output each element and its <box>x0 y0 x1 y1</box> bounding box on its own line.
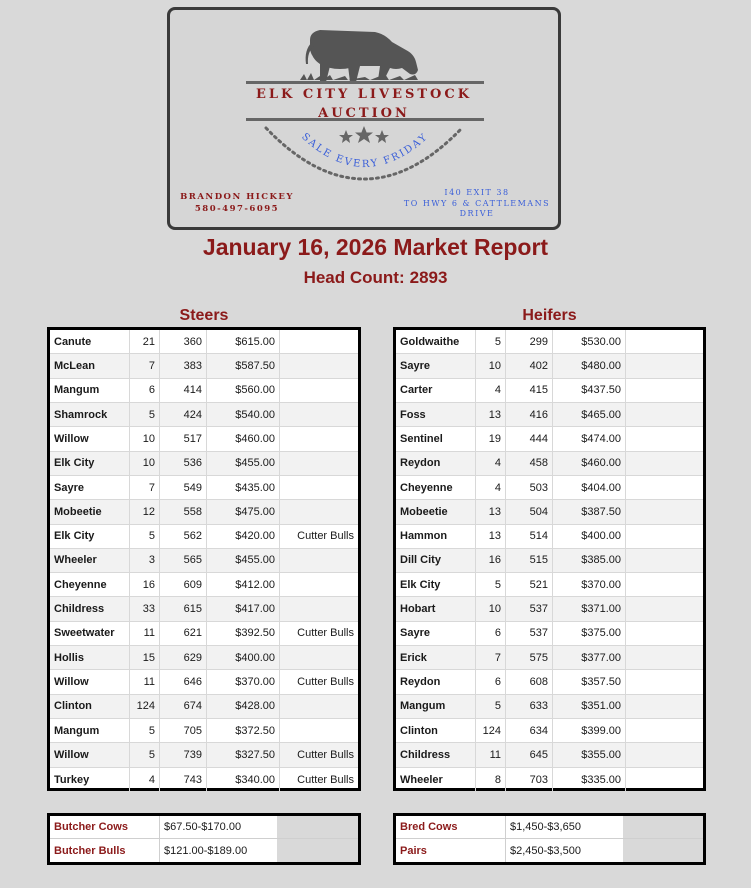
town-cell: Sentinel <box>396 427 476 450</box>
note-cell <box>626 549 703 572</box>
town-cell: Sayre <box>396 622 476 645</box>
table-row <box>50 379 358 403</box>
report-title: January 16, 2026 Market Report <box>202 234 549 260</box>
table-row <box>50 816 358 839</box>
note-cell <box>280 597 358 620</box>
town-cell: Sayre <box>50 476 130 499</box>
directions-line3: DRIVE <box>459 209 495 218</box>
head-cell: 6 <box>476 622 506 645</box>
table-row <box>396 573 703 597</box>
price-cell: $375.00 <box>553 622 626 645</box>
auction-logo <box>167 7 561 230</box>
price-cell: $385.00 <box>553 549 626 572</box>
head-cell: 4 <box>130 768 160 792</box>
head-cell: 10 <box>476 354 506 377</box>
town-cell: Turkey <box>50 768 130 792</box>
note-cell <box>280 549 358 572</box>
table-row <box>396 379 703 403</box>
price-cell: $371.00 <box>553 597 626 620</box>
note-cell <box>280 354 358 377</box>
table-row <box>50 549 358 573</box>
price-cell: $327.50 <box>207 743 280 766</box>
head-cell: 15 <box>130 646 160 669</box>
note-cell <box>626 622 703 645</box>
head-cell: 13 <box>476 525 506 548</box>
price-cell: $392.50 <box>207 622 280 645</box>
price-cell: $412.00 <box>207 573 280 596</box>
town-cell: Willow <box>50 670 130 693</box>
head-cell: 13 <box>476 500 506 523</box>
price-cell: $460.00 <box>207 427 280 450</box>
head-cell: 3 <box>130 549 160 572</box>
weight-cell: 621 <box>160 622 207 645</box>
town-cell: Erick <box>396 646 476 669</box>
price-cell: $377.00 <box>553 646 626 669</box>
town-cell: Mangum <box>396 695 476 718</box>
town-cell: Mangum <box>50 719 130 742</box>
table-row <box>50 839 358 862</box>
price-cell: $475.00 <box>207 500 280 523</box>
contact-info <box>178 191 296 215</box>
town-cell: Sweetwater <box>50 622 130 645</box>
stars-icon <box>339 126 389 143</box>
note-cell <box>626 476 703 499</box>
head-cell: 16 <box>130 573 160 596</box>
weight-cell: 402 <box>506 354 553 377</box>
price-cell: $420.00 <box>207 525 280 548</box>
note-cell <box>626 403 703 426</box>
head-cell: 11 <box>130 622 160 645</box>
price-cell: $428.00 <box>207 695 280 718</box>
weight-cell: 537 <box>506 622 553 645</box>
head-cell: 124 <box>476 719 506 742</box>
contact-name: BRANDON HICKEY <box>180 192 294 202</box>
weight-cell: 562 <box>160 525 207 548</box>
town-cell: Carter <box>396 379 476 402</box>
table-row <box>396 646 703 670</box>
weight-cell: 383 <box>160 354 207 377</box>
town-cell: Cheyenne <box>50 573 130 596</box>
weight-cell: 537 <box>506 597 553 620</box>
note-cell <box>280 330 358 353</box>
town-cell: Elk City <box>50 452 130 475</box>
note-cell <box>280 452 358 475</box>
heifers-title: Heifers <box>522 307 577 324</box>
town-cell: Canute <box>50 330 130 353</box>
steers-title: Steers <box>179 307 229 324</box>
note-cell <box>626 379 703 402</box>
table-row <box>396 816 703 839</box>
weight-cell: 424 <box>160 403 207 426</box>
head-cell: 6 <box>476 670 506 693</box>
weight-cell: 608 <box>506 670 553 693</box>
weight-cell: 504 <box>506 500 553 523</box>
price-cell: $587.50 <box>207 354 280 377</box>
head-cell: 16 <box>476 549 506 572</box>
head-cell: 7 <box>130 354 160 377</box>
town-cell: Willow <box>50 427 130 450</box>
grass-icon <box>300 73 418 80</box>
price-cell: $335.00 <box>553 768 626 792</box>
bred-cows-value: $1,450-$3,650 <box>506 816 623 838</box>
note-cell <box>280 695 358 718</box>
town-cell: Reydon <box>396 452 476 475</box>
head-count-label: Head Count: <box>303 268 405 287</box>
table-row <box>396 670 703 694</box>
price-cell: $400.00 <box>207 646 280 669</box>
price-cell: $437.50 <box>553 379 626 402</box>
directions <box>402 188 552 220</box>
price-cell: $460.00 <box>553 452 626 475</box>
table-row <box>396 768 703 792</box>
head-cell: 5 <box>476 695 506 718</box>
head-cell: 11 <box>130 670 160 693</box>
head-cell: 4 <box>476 379 506 402</box>
head-cell: 13 <box>476 403 506 426</box>
weight-cell: 414 <box>160 379 207 402</box>
note-cell <box>626 670 703 693</box>
directions-line1: I40 EXIT 38 <box>444 188 510 197</box>
head-cell: 7 <box>476 646 506 669</box>
price-cell: $455.00 <box>207 452 280 475</box>
butcher-bulls-label: Butcher Bulls <box>50 839 160 862</box>
weight-cell: 536 <box>160 452 207 475</box>
weight-cell: 503 <box>506 476 553 499</box>
note-cell <box>626 330 703 353</box>
table-row <box>50 695 358 719</box>
price-cell: $480.00 <box>553 354 626 377</box>
cow-icon <box>306 30 418 82</box>
town-cell: Sayre <box>396 354 476 377</box>
town-cell: Reydon <box>396 670 476 693</box>
table-row <box>50 427 358 451</box>
weight-cell: 646 <box>160 670 207 693</box>
town-cell: Shamrock <box>50 403 130 426</box>
butcher-bulls-value: $121.00-$189.00 <box>160 839 277 862</box>
table-row <box>50 622 358 646</box>
town-cell: Cheyenne <box>396 476 476 499</box>
price-cell: $540.00 <box>207 403 280 426</box>
head-cell: 5 <box>476 573 506 596</box>
town-cell: Elk City <box>50 525 130 548</box>
price-cell: $351.00 <box>553 695 626 718</box>
town-cell: Mangum <box>50 379 130 402</box>
price-cell: $560.00 <box>207 379 280 402</box>
logo-name-line1: ELK CITY LIVESTOCK <box>255 87 473 102</box>
note-cell <box>280 476 358 499</box>
table-row <box>396 839 703 862</box>
weight-cell: 565 <box>160 549 207 572</box>
heifers-table <box>393 327 706 791</box>
note-cell <box>626 646 703 669</box>
town-cell: Clinton <box>50 695 130 718</box>
town-cell: Hammon <box>396 525 476 548</box>
price-cell: $399.00 <box>553 719 626 742</box>
note-cell <box>280 403 358 426</box>
bred-table <box>393 813 706 865</box>
price-cell: $530.00 <box>553 330 626 353</box>
town-cell: Hobart <box>396 597 476 620</box>
note-cell: Cutter Bulls <box>297 748 354 761</box>
note-cell <box>626 354 703 377</box>
town-cell: Foss <box>396 403 476 426</box>
note-cell <box>626 573 703 596</box>
note-cell: Cutter Bulls <box>297 627 354 640</box>
head-cell: 12 <box>130 500 160 523</box>
bred-cows-label: Bred Cows <box>396 816 506 838</box>
weight-cell: 444 <box>506 427 553 450</box>
town-cell: Childress <box>50 597 130 620</box>
steers-table <box>47 327 361 791</box>
head-cell: 10 <box>130 452 160 475</box>
weight-cell: 549 <box>160 476 207 499</box>
town-cell: Wheeler <box>396 768 476 792</box>
note-cell <box>626 500 703 523</box>
weight-cell: 674 <box>160 695 207 718</box>
price-cell: $355.00 <box>553 743 626 766</box>
table-row <box>50 768 358 792</box>
table-row <box>396 452 703 476</box>
head-cell: 124 <box>130 695 160 718</box>
head-count-value: 2893 <box>409 268 448 287</box>
table-row <box>50 597 358 621</box>
note-cell <box>280 573 358 596</box>
head-cell: 10 <box>476 597 506 620</box>
town-cell: Elk City <box>396 573 476 596</box>
table-row <box>396 354 703 378</box>
head-cell: 11 <box>476 743 506 766</box>
table-row <box>50 500 358 524</box>
weight-cell: 575 <box>506 646 553 669</box>
weight-cell: 416 <box>506 403 553 426</box>
table-row <box>396 403 703 427</box>
table-row <box>50 670 358 694</box>
note-cell <box>626 743 703 766</box>
table-row <box>50 573 358 597</box>
head-cell: 5 <box>130 743 160 766</box>
table-row <box>50 452 358 476</box>
pairs-label: Pairs <box>396 839 506 862</box>
table-row <box>396 743 703 767</box>
table-row <box>396 500 703 524</box>
weight-cell: 517 <box>160 427 207 450</box>
butcher-cows-value: $67.50-$170.00 <box>160 816 277 838</box>
price-cell: $455.00 <box>207 549 280 572</box>
head-cell: 19 <box>476 427 506 450</box>
price-cell: $435.00 <box>207 476 280 499</box>
note-cell: Cutter Bulls <box>297 773 354 786</box>
table-row <box>50 330 358 354</box>
note-cell <box>626 768 703 792</box>
note-cell <box>280 719 358 742</box>
directions-line2: TO HWY 6 & CATTLEMANS <box>403 198 551 208</box>
head-cell: 4 <box>476 452 506 475</box>
logo-bar-top <box>246 81 484 84</box>
head-cell: 10 <box>130 427 160 450</box>
note-cell <box>280 646 358 669</box>
note-cell <box>280 427 358 450</box>
town-cell: Mobeetie <box>50 500 130 523</box>
head-cell: 5 <box>130 719 160 742</box>
head-cell: 5 <box>476 330 506 353</box>
pairs-value: $2,450-$3,500 <box>506 839 623 862</box>
note-cell <box>626 525 703 548</box>
price-cell: $465.00 <box>553 403 626 426</box>
price-cell: $387.50 <box>553 500 626 523</box>
weight-cell: 521 <box>506 573 553 596</box>
town-cell: Goldwaithe <box>396 330 476 353</box>
town-cell: Dill City <box>396 549 476 572</box>
butcher-table <box>47 813 361 865</box>
price-cell: $370.00 <box>207 670 280 693</box>
table-row <box>50 403 358 427</box>
table-row <box>396 330 703 354</box>
town-cell: Mobeetie <box>396 500 476 523</box>
weight-cell: 515 <box>506 549 553 572</box>
contact-phone: 580-497-6095 <box>194 204 280 214</box>
note-cell <box>626 427 703 450</box>
weight-cell: 514 <box>506 525 553 548</box>
weight-cell: 299 <box>506 330 553 353</box>
price-cell: $372.50 <box>207 719 280 742</box>
price-cell: $417.00 <box>207 597 280 620</box>
note-cell <box>626 452 703 475</box>
head-cell: 5 <box>130 525 160 548</box>
weight-cell: 743 <box>160 768 207 792</box>
weight-cell: 609 <box>160 573 207 596</box>
table-row <box>50 646 358 670</box>
table-row <box>396 719 703 743</box>
weight-cell: 458 <box>506 452 553 475</box>
table-row <box>396 476 703 500</box>
head-count <box>0 268 751 288</box>
town-cell: Hollis <box>50 646 130 669</box>
weight-cell: 705 <box>160 719 207 742</box>
price-cell: $340.00 <box>207 768 280 792</box>
weight-cell: 629 <box>160 646 207 669</box>
head-cell: 33 <box>130 597 160 620</box>
table-row <box>396 597 703 621</box>
head-cell: 4 <box>476 476 506 499</box>
logo-tagline: SALE EVERY FRIDAY <box>299 131 431 171</box>
price-cell: $370.00 <box>553 573 626 596</box>
table-row <box>396 525 703 549</box>
table-row <box>50 354 358 378</box>
town-cell: Wheeler <box>50 549 130 572</box>
price-cell: $400.00 <box>553 525 626 548</box>
price-cell: $357.50 <box>553 670 626 693</box>
note-cell: Cutter Bulls <box>297 676 354 689</box>
price-cell: $474.00 <box>553 427 626 450</box>
note-cell: Cutter Bulls <box>297 530 354 543</box>
butcher-cows-label: Butcher Cows <box>50 816 160 838</box>
weight-cell: 615 <box>160 597 207 620</box>
weight-cell: 558 <box>160 500 207 523</box>
head-cell: 6 <box>130 379 160 402</box>
weight-cell: 645 <box>506 743 553 766</box>
weight-cell: 703 <box>506 768 553 792</box>
weight-cell: 634 <box>506 719 553 742</box>
head-cell: 5 <box>130 403 160 426</box>
note-cell <box>626 597 703 620</box>
table-row <box>396 622 703 646</box>
table-row <box>50 525 358 549</box>
town-cell: Childress <box>396 743 476 766</box>
table-row <box>396 427 703 451</box>
price-cell: $615.00 <box>207 330 280 353</box>
head-cell: 8 <box>476 768 506 792</box>
table-row <box>50 719 358 743</box>
note-cell <box>280 500 358 523</box>
town-cell: Clinton <box>396 719 476 742</box>
weight-cell: 415 <box>506 379 553 402</box>
town-cell: Willow <box>50 743 130 766</box>
head-cell: 7 <box>130 476 160 499</box>
note-cell <box>626 719 703 742</box>
logo-name-line2: AUCTION <box>318 106 410 121</box>
note-cell <box>626 695 703 718</box>
table-row <box>50 743 358 767</box>
weight-cell: 633 <box>506 695 553 718</box>
table-row <box>396 549 703 573</box>
table-row <box>50 476 358 500</box>
note-cell <box>280 379 358 402</box>
table-row <box>396 695 703 719</box>
price-cell: $404.00 <box>553 476 626 499</box>
town-cell: McLean <box>50 354 130 377</box>
weight-cell: 739 <box>160 743 207 766</box>
weight-cell: 360 <box>160 330 207 353</box>
head-cell: 21 <box>130 330 160 353</box>
